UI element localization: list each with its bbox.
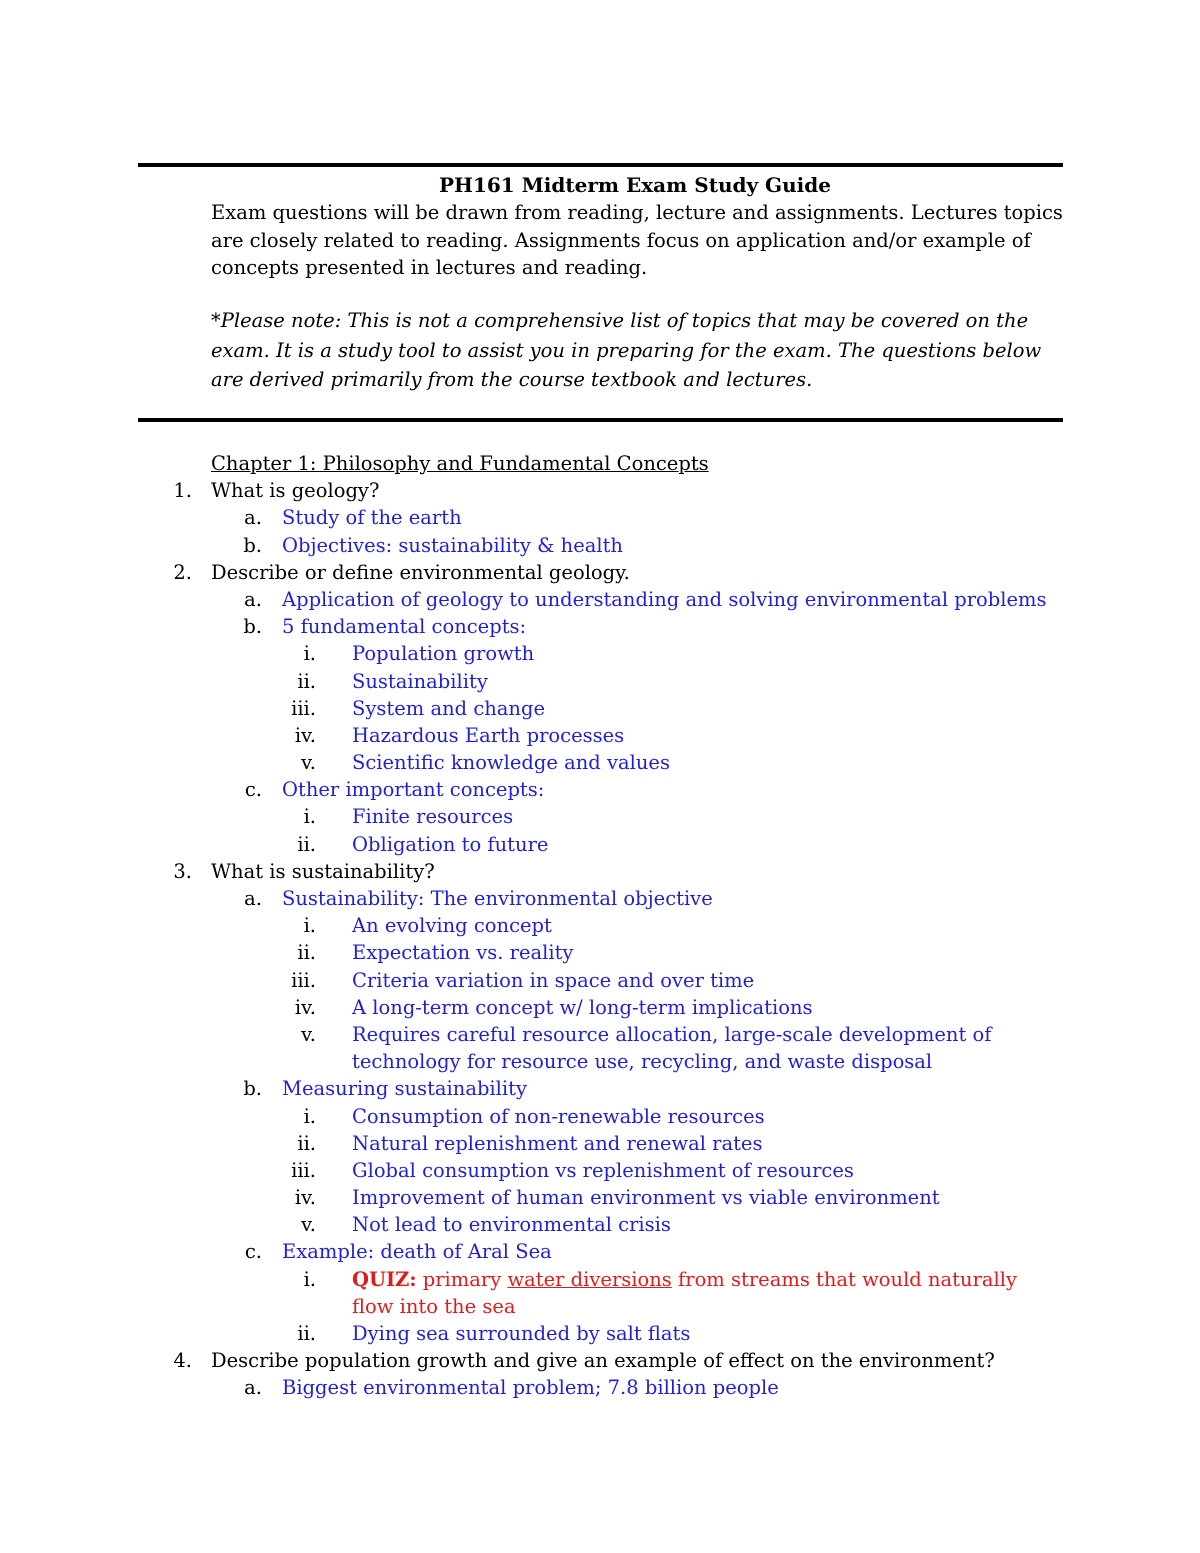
note-paragraph: *Please note: This is not a comprehensive list of topics that may be covered on the exam. It is a study tool to assist you in preparing for the exam. The questions below are derived primarily from the course textbook and lectures.	[211, 309, 1042, 391]
list-letter: b.	[243, 615, 262, 639]
sub-item-text: System and change	[352, 696, 546, 720]
list-roman: iii.	[291, 1158, 316, 1182]
sub-item-text: Expectation vs. reality	[352, 941, 574, 965]
question-4	[0, 1347, 1200, 1374]
answer-item	[0, 613, 1200, 640]
sub-item	[0, 1130, 1200, 1157]
sub-item	[0, 722, 1200, 749]
list-roman: v.	[301, 1213, 316, 1237]
sub-item-text: Population growth	[352, 642, 535, 666]
list-roman: i.	[303, 642, 316, 666]
sub-item	[0, 912, 1200, 939]
bottom-rule	[138, 418, 1063, 422]
sub-item-text: Not lead to environmental crisis	[352, 1213, 671, 1237]
sub-item-text: Global consumption vs replenishment of resources	[352, 1158, 854, 1182]
answer-text: 5 fundamental concepts:	[282, 615, 527, 639]
answer-text: Measuring sustainability	[282, 1077, 527, 1101]
list-roman: i.	[303, 805, 316, 829]
question-3	[0, 858, 1200, 885]
sub-item	[0, 1021, 1200, 1075]
sub-item-text: Criteria variation in space and over time	[352, 968, 755, 992]
list-letter: a.	[244, 887, 262, 910]
study-outline	[0, 450, 1200, 1402]
list-number: 3.	[173, 859, 192, 883]
list-number: 2.	[173, 560, 192, 584]
sub-item-text: Scientific knowledge and values	[352, 751, 670, 775]
sub-item-text: An evolving concept	[352, 914, 552, 938]
list-roman: i.	[303, 1104, 316, 1128]
list-roman: i.	[303, 1267, 316, 1291]
list-roman: v.	[301, 1022, 316, 1046]
quiz-label: QUIZ:	[352, 1267, 417, 1291]
sub-item	[0, 967, 1200, 994]
answer-text: Objectives: sustainability & health	[282, 533, 623, 557]
list-roman: ii.	[297, 669, 316, 693]
list-roman: ii.	[297, 1322, 316, 1346]
answer-item	[0, 1374, 1200, 1401]
list-roman: iv.	[294, 1186, 316, 1210]
list-roman: iv.	[294, 995, 316, 1019]
sub-item-text: Requires careful resource allocation, large-scale development of technology for resource use, recycling, and waste disposal	[352, 1022, 992, 1074]
quiz-text-pre: primary	[416, 1267, 508, 1291]
list-roman: ii.	[297, 1131, 316, 1155]
sub-item	[0, 668, 1200, 695]
answer-text: Biggest environmental problem; 7.8 billion people	[282, 1376, 779, 1400]
list-letter: b.	[243, 533, 262, 557]
sub-item	[0, 695, 1200, 722]
chapter-heading: Chapter 1: Philosophy and Fundamental Concepts	[211, 452, 709, 475]
list-letter: b.	[243, 1077, 262, 1101]
sub-item-text: Obligation to future	[352, 832, 549, 856]
question-2	[0, 559, 1200, 586]
answer-text: Study of the earth	[282, 506, 462, 530]
quiz-text-post: from streams that would naturally flow into the sea	[352, 1267, 1018, 1318]
question-text: What is sustainability?	[211, 859, 435, 883]
list-roman: iii.	[291, 696, 316, 720]
answer-text: Sustainability: The environmental objective	[282, 887, 713, 910]
sub-item	[0, 803, 1200, 830]
list-roman: v.	[301, 751, 316, 775]
question-text: Describe or define environmental geology.	[211, 560, 630, 584]
sub-item	[0, 1184, 1200, 1211]
list-roman: ii.	[297, 941, 316, 965]
sub-item-text: A long-term concept w/ long-term implications	[352, 995, 813, 1019]
sub-item	[0, 1320, 1200, 1347]
quiz-item	[0, 1266, 1200, 1320]
quiz-underlined-text: water diversions	[507, 1267, 672, 1291]
answer-item	[0, 885, 1200, 912]
list-roman: iv.	[294, 723, 316, 747]
list-letter: c.	[244, 778, 262, 802]
list-number: 4.	[173, 1349, 192, 1373]
list-number: 1.	[173, 479, 192, 503]
answer-item	[0, 586, 1200, 613]
document-title: PH161 Midterm Exam Study Guide	[439, 173, 831, 197]
answer-item	[0, 504, 1200, 531]
sub-item	[0, 1157, 1200, 1184]
quiz-text	[352, 1266, 1052, 1320]
list-letter: a.	[244, 506, 262, 530]
sub-item	[0, 831, 1200, 858]
sub-item	[0, 640, 1200, 667]
sub-item-text: Sustainability	[352, 669, 488, 693]
sub-item-text: Finite resources	[352, 805, 514, 829]
sub-item-text: Dying sea surrounded by salt flats	[352, 1322, 691, 1346]
answer-text: Example: death of Aral Sea	[282, 1240, 552, 1264]
sub-item-text: Consumption of non-renewable resources	[352, 1104, 765, 1128]
answer-item	[0, 1238, 1200, 1265]
list-roman: iii.	[291, 968, 316, 992]
answer-item	[0, 1075, 1200, 1102]
question-text: What is geology?	[211, 479, 380, 503]
sub-item	[0, 1211, 1200, 1238]
sub-item	[0, 749, 1200, 776]
answer-text: Application of geology to understanding and solving environmental problems	[282, 587, 1047, 611]
list-letter: a.	[244, 587, 262, 611]
question-1	[0, 477, 1200, 504]
sub-item-text: Improvement of human environment vs viable environment	[352, 1186, 940, 1210]
answer-text: Other important concepts:	[282, 778, 545, 802]
sub-item	[0, 939, 1200, 966]
list-letter: a.	[244, 1376, 262, 1400]
list-roman: i.	[303, 914, 316, 938]
list-letter: c.	[244, 1240, 262, 1264]
list-roman: ii.	[297, 832, 316, 856]
question-text: Describe population growth and give an example of effect on the environment?	[211, 1349, 995, 1373]
sub-item-text: Natural replenishment and renewal rates	[352, 1131, 763, 1155]
intro-paragraph: Exam questions will be drawn from reading, lecture and assignments. Lectures topics are closely related to reading. Assignments focus on application and/or example of concepts presented in lectures and reading.	[211, 201, 1063, 279]
answer-item	[0, 532, 1200, 559]
top-rule	[138, 163, 1063, 167]
answer-item	[0, 776, 1200, 803]
sub-item	[0, 1103, 1200, 1130]
sub-item-text: Hazardous Earth processes	[352, 723, 625, 747]
sub-item	[0, 994, 1200, 1021]
